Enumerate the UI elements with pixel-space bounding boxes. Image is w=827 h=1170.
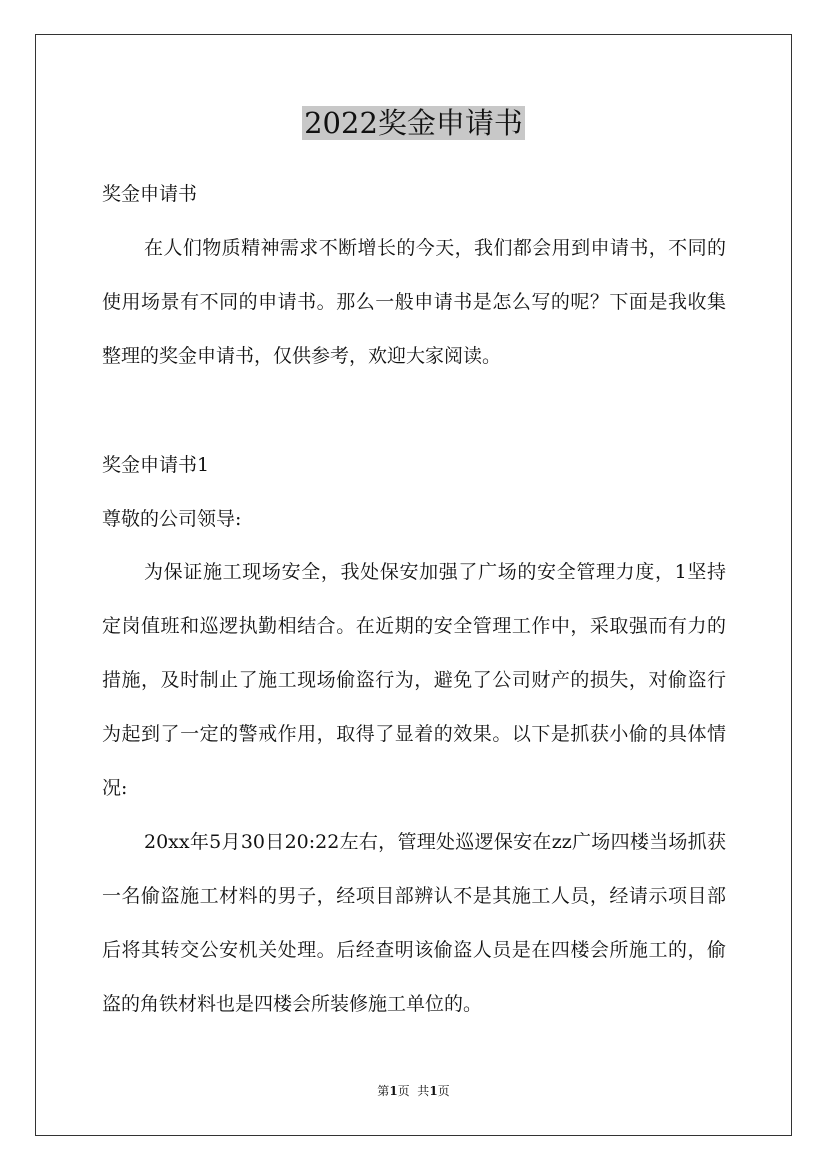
- page-footer: [0, 1083, 827, 1099]
- section-heading: 奖金申请书1: [102, 454, 210, 476]
- document-subtitle: 奖金申请书: [102, 183, 198, 205]
- document-title: [0, 104, 827, 142]
- document-title-text: 2022奖金申请书: [304, 106, 523, 140]
- salutation: 尊敬的公司领导:: [102, 508, 242, 530]
- body-paragraph-1: 为保证施工现场安全，我处保安加强了广场的安全管理力度，1坚持定岗值班和巡逻执勤相结合。在近期的安全管理工作中，采取强而有力的措施，及时制止了施工现场偷盗行为，避免了公司财产的损失，对偷盗行为起到了一定的警戒作用，取得了显着的效果。以下是抓获小偷的具体情况:: [102, 561, 726, 799]
- body-paragraph-2: 20xx年5月30日20:22左右，管理处巡逻保安在zz广场四楼当场抓获一名偷盗施工材料的男子，经项目部辨认不是其施工人员，经请示项目部后将其转交公安机关处理。后经查明该偷盗人员是在四楼会所施工的，偷盗的角铁材料也是四楼会所装修施工单位的。: [102, 831, 726, 1015]
- intro-paragraph: 在人们物质精神需求不断增长的今天，我们都会用到申请书，不同的使用场景有不同的申请书。那么一般申请书是怎么写的呢？下面是我收集整理的奖金申请书，仅供参考，欢迎大家阅读。: [102, 237, 726, 367]
- page-current: 1: [389, 1084, 398, 1098]
- page-suffix: 页: [437, 1084, 450, 1098]
- page-prefix: 第: [377, 1084, 390, 1098]
- page-total: 1: [429, 1084, 438, 1098]
- page-mid: 页 共: [397, 1084, 430, 1098]
